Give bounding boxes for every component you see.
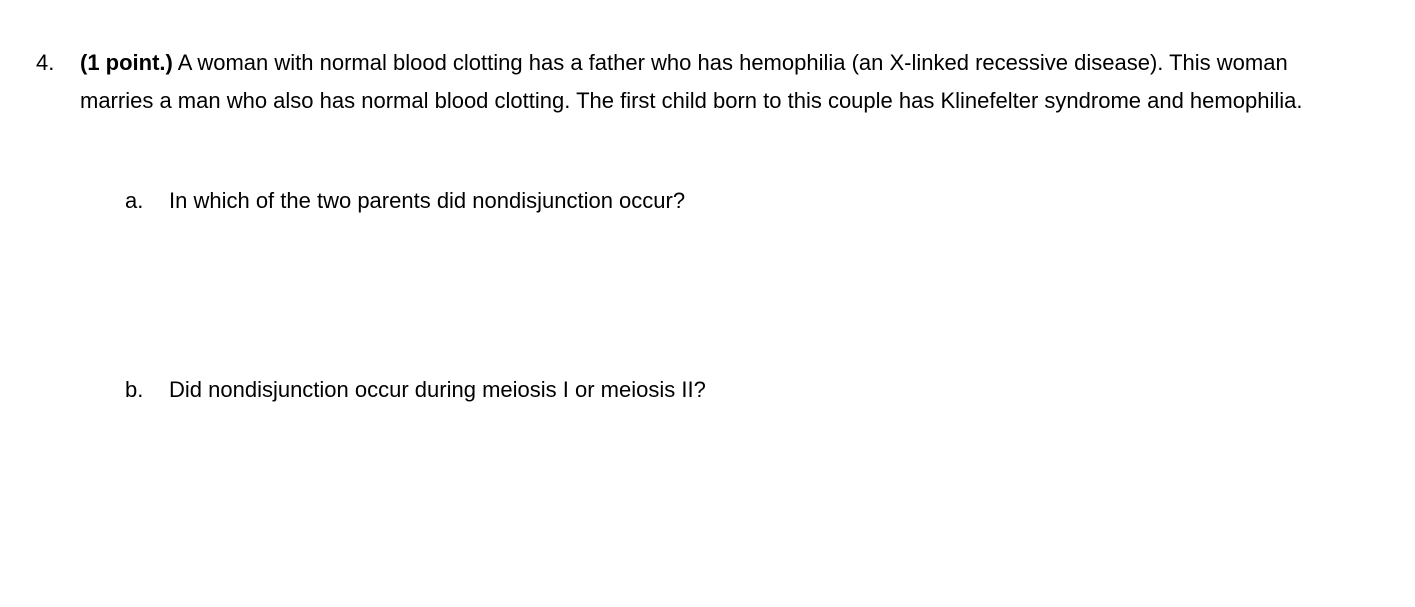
sub-question-letter: b. <box>125 377 144 402</box>
question-points: (1 point.) <box>80 50 173 75</box>
sub-question-a <box>125 182 685 220</box>
question-stem-text: A woman with normal blood clotting has a father who has hemophilia (an X-linked recessive disease). This woman marries a man who also has normal blood clotting. The first child born to this couple has Klinefelter syndrome and hemophilia. <box>80 50 1303 113</box>
sub-question-letter: a. <box>125 188 144 213</box>
question-4 <box>36 44 1376 120</box>
question-stem <box>80 44 1360 120</box>
sub-question-text: Did nondisjunction occur during meiosis I or meiosis II? <box>169 377 706 402</box>
sub-question-text: In which of the two parents did nondisjunction occur? <box>169 188 686 213</box>
question-number: 4. <box>36 50 55 75</box>
sub-question-b <box>125 371 706 409</box>
